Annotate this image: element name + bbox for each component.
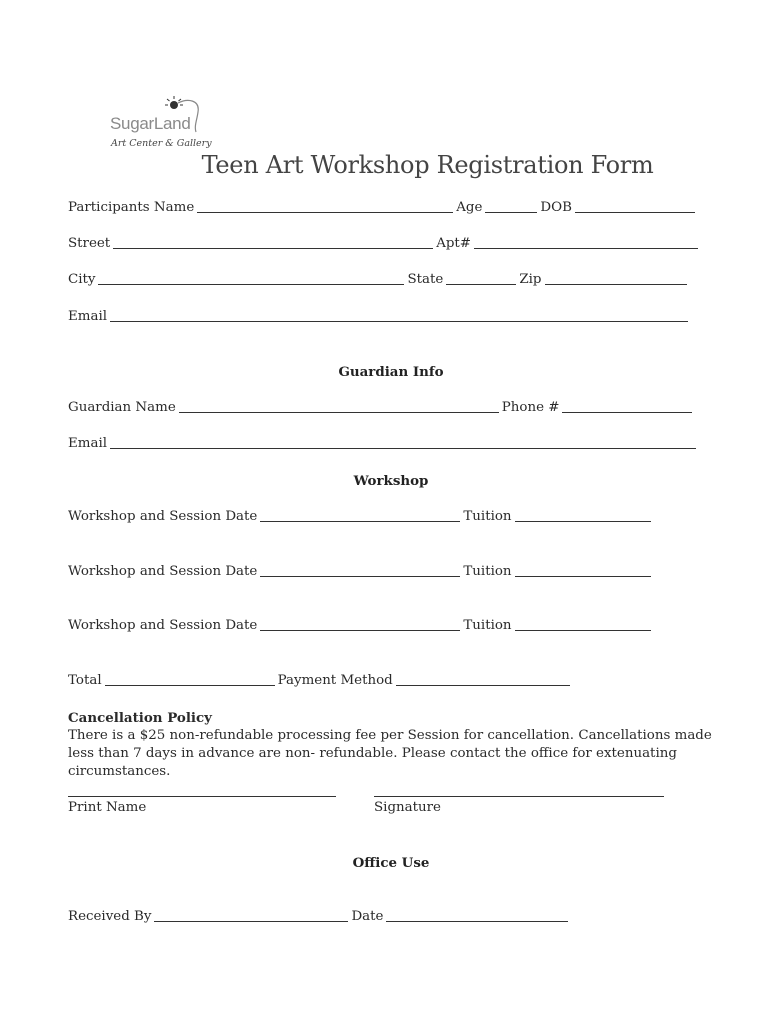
workshop-row <box>68 618 654 633</box>
guardian-name-row <box>68 400 695 415</box>
workshop-row <box>68 564 654 579</box>
workshop-session-field[interactable] <box>260 564 460 577</box>
cancellation-text: There is a $25 non-refundable processing fee per Session for cancellation. Cancellations made less than 7 days in advance are non- refundable. Please contact the office for extenuating circumstances. <box>68 728 712 779</box>
city-label: City <box>68 272 96 287</box>
zip-field[interactable] <box>545 272 687 285</box>
email-field[interactable] <box>110 309 688 322</box>
tuition-field[interactable] <box>515 509 651 522</box>
street-label: Street <box>68 236 111 251</box>
workshop-session-field[interactable] <box>260 618 460 631</box>
tuition-field[interactable] <box>515 564 651 577</box>
tuition-label: Tuition <box>463 618 512 633</box>
office-use-heading: Office Use <box>352 855 430 871</box>
signature-field[interactable] <box>374 796 664 797</box>
dob-field[interactable] <box>575 200 695 213</box>
received-by-field[interactable] <box>154 909 348 922</box>
apt-field[interactable] <box>474 236 698 249</box>
phone-label: Phone # <box>501 400 560 415</box>
signature-row <box>374 800 441 815</box>
workshop-session-label: Workshop and Session Date <box>68 618 258 633</box>
age-field[interactable] <box>485 200 537 213</box>
apt-label: Apt# <box>436 236 472 251</box>
phone-field[interactable] <box>562 400 692 413</box>
street-row <box>68 236 701 251</box>
participant-name-label: Participants Name <box>68 200 195 215</box>
city-row <box>68 272 690 287</box>
sugarland-logo <box>108 94 212 156</box>
workshop-session-label: Workshop and Session Date <box>68 564 258 579</box>
participant-name-field[interactable] <box>197 200 453 213</box>
workshop-session-label: Workshop and Session Date <box>68 509 258 524</box>
email-label: Email <box>68 309 108 324</box>
email-row <box>68 309 691 324</box>
total-field[interactable] <box>105 673 275 686</box>
print-name-field[interactable] <box>68 796 336 797</box>
guardian-name-field[interactable] <box>179 400 499 413</box>
payment-method-label: Payment Method <box>277 673 393 688</box>
tuition-label: Tuition <box>463 564 512 579</box>
zip-label: Zip <box>519 272 542 287</box>
print-name-label: Print Name <box>68 800 147 815</box>
date-field[interactable] <box>386 909 568 922</box>
cancellation-policy <box>68 709 718 781</box>
workshop-row <box>68 509 654 524</box>
received-row <box>68 909 571 924</box>
street-field[interactable] <box>113 236 433 249</box>
guardian-email-field[interactable] <box>110 436 696 449</box>
guardian-name-label: Guardian Name <box>68 400 176 415</box>
age-label: Age <box>456 200 483 215</box>
city-field[interactable] <box>98 272 404 285</box>
total-row <box>68 673 573 688</box>
logo-tagline: Art Center & Gallery <box>111 138 212 149</box>
print-name-row <box>68 800 146 815</box>
total-label: Total <box>68 673 102 688</box>
dob-label: DOB <box>540 200 572 215</box>
guardian-email-label: Email <box>68 436 108 451</box>
signature-label: Signature <box>374 800 441 815</box>
received-by-label: Received By <box>68 909 152 924</box>
date-label: Date <box>351 909 384 924</box>
guardian-email-row <box>68 436 699 451</box>
tuition-label: Tuition <box>463 509 512 524</box>
tuition-field[interactable] <box>515 618 651 631</box>
guardian-heading: Guardian Info <box>338 364 444 380</box>
page-title: Teen Art Workshop Registration Form <box>201 151 654 179</box>
state-label: State <box>407 272 444 287</box>
cancellation-heading: Cancellation Policy <box>68 710 212 726</box>
state-field[interactable] <box>446 272 516 285</box>
payment-method-field[interactable] <box>396 673 570 686</box>
workshop-heading: Workshop <box>353 473 429 489</box>
logo-name: SugarLand <box>110 114 191 133</box>
workshop-session-field[interactable] <box>260 509 460 522</box>
participant-name-row <box>68 200 698 215</box>
